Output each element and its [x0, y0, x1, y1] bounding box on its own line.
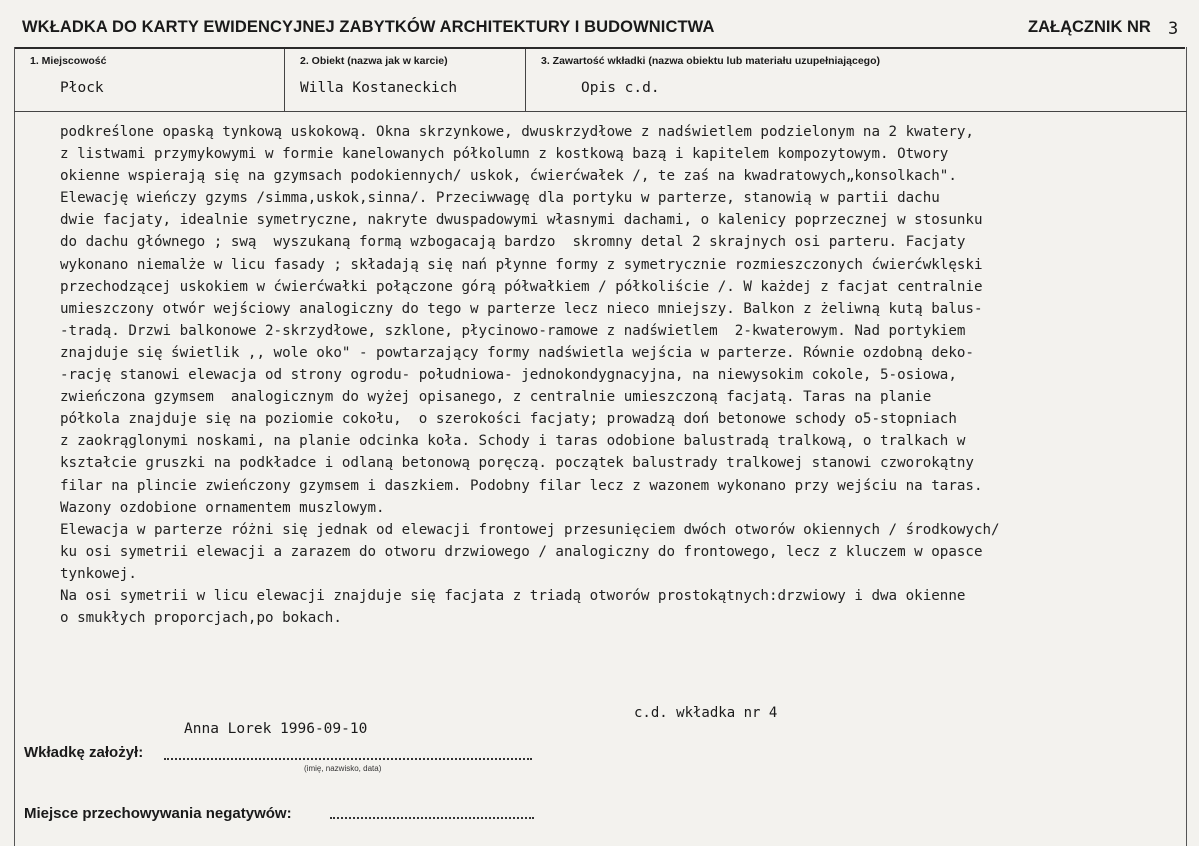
body-line: kształcie gruszki na podkładce i odlaną betonową poręczą. początek balustrady tralkowej stanowi czworokątny: [60, 455, 974, 472]
body-line: tynkowej.: [60, 565, 137, 582]
body-line: Elewacja w parterze różni się jednak od elewacji frontowej przesunięciem dwóch otworów okiennych / środkowych/: [60, 521, 1000, 538]
body-line: Elewację wieńczy gzyms /simma,uskok,sinna/. Przeciwwagę dla portyku w parterze, stanowią w partii dachu: [60, 190, 940, 207]
body-line: filar na plincie zwieńczony gzymsem i daszkiem. Podobny filar lecz z wazonem wykonano przy wejściu na taras.: [60, 477, 983, 494]
header-fields-row: [14, 49, 1187, 112]
continuation-note: c.d. wkładka nr 4: [634, 705, 778, 721]
body-line: okienne wspierają się na gzymsach podokiennych/ uskok, ćwierćwałek /, te zaś na kwadratowych„konsolkach".: [60, 168, 957, 185]
object-label: 2. Obiekt (nazwa jak w karcie): [300, 55, 448, 67]
object-value: Willa Kostaneckich: [300, 80, 458, 96]
body-line: -tradą. Drzwi balkonowe 2-skrzydłowe, szklone, płycinowo-ramowe z nadświetlem 2-kwaterowym. Nad portykiem: [60, 322, 966, 339]
body-line: Wazony ozdobione ornamentem muszlowym.: [60, 499, 385, 516]
body-line: o smukłych proporcjach,po bokach.: [60, 610, 342, 627]
negatives-location-label: Miejsce przechowywania negatywów:: [24, 805, 292, 822]
body-line: z zaokrąglonymi noskami, na planie odcinka koła. Schody i taras odobione balustradą tralkową, o tralkach w: [60, 433, 966, 450]
frame-left-rule: [14, 47, 15, 846]
body-line: Na osi symetrii w licu elewacji znajduje się facjata z triadą otworów prostokątnych:drzwiowy i dwa okienne: [60, 587, 966, 604]
body-line: dwie facjaty, idealnie symetryczne, nakryte dwuspadowymi własnymi dachami, o kalenicy poprzecznej w stosunku: [60, 212, 983, 229]
created-by-sublabel: (imię, nazwisko, data): [304, 764, 382, 773]
object-field: [284, 49, 526, 111]
body-line: z listwami przymykowymi w formie kanelowanych półkolumn z kostkową bazą i kapitelem kompozytowym. Otwory: [60, 146, 949, 163]
body-line: znajduje się świetlik ,, wole oko" - powtarzający formy nadświetla wejścia w parterze. Równie ozdobną deko-: [60, 344, 974, 361]
body-line: półkola znajduje się na poziomie cokołu, o szerokości facjaty; prowadzą doń betonowe schody o5-stopniach: [60, 411, 957, 428]
body-line: przechodzącej uskokiem w ćwierćwałki połączone górą półwałkiem / półkoliście /. W każdej z facjat centralnie: [60, 278, 983, 295]
body-line: podkreślone opaską tynkową uskokową. Okna skrzynkowe, dwuskrzydłowe z nadświetlem podzielonym na 2 kwatery,: [60, 124, 974, 140]
locality-value: Płock: [60, 80, 104, 96]
negatives-location-dotted-line: [330, 817, 534, 819]
author-signature-line: Anna Lorek 1996-09-10: [184, 721, 368, 737]
card-title: WKŁADKA DO KARTY EWIDENCYJNEJ ZABYTKÓW ARCHITEKTURY I BUDOWNICTWA: [22, 18, 715, 36]
annex-number: 3: [1168, 19, 1179, 39]
content-label: 3. Zawartość wkładki (nazwa obiektu lub materiału uzupełniającego): [541, 55, 880, 67]
created-by-label: Wkładkę założył:: [24, 744, 144, 761]
locality-label: 1. Miejscowość: [30, 55, 107, 67]
description-body: [60, 121, 1192, 629]
created-by-dotted-line: [164, 758, 532, 760]
body-line: do dachu głównego ; swą wyszukaną formą wzbogacają bardzo skromny detal 2 skrajnych osi parteru. Facjaty: [60, 234, 966, 251]
content-field: [525, 49, 1187, 111]
content-value: Opis c.d.: [581, 80, 660, 96]
body-line: zwieńczona gzymsem analogicznym do wyżej opisanego, z centralnie umieszczoną facjatą. Taras na planie: [60, 389, 932, 406]
annex-label: ZAŁĄCZNIK NR: [1028, 18, 1151, 36]
body-line: -rację stanowi elewacja od strony ogrodu- południowa- jednokondygnacyjna, na niewysokim cokole, 5-osiowa,: [60, 367, 957, 384]
locality-field: [14, 49, 285, 111]
body-line: umieszczony otwór wejściowy analogiczny do tego w parterze lecz nieco mniejszy. Balkon z żeliwną kutą balus-: [60, 300, 983, 317]
body-line: ku osi symetrii elewacji a zarazem do otworu drzwiowego / analogiczny do frontowego, lecz z kluczem w opasce: [60, 543, 983, 560]
body-line: wykonano niemalże w licu fasady ; składają się nań płynne formy z symetrycznie rozmieszczonych ćwierćwklęski: [60, 256, 983, 273]
